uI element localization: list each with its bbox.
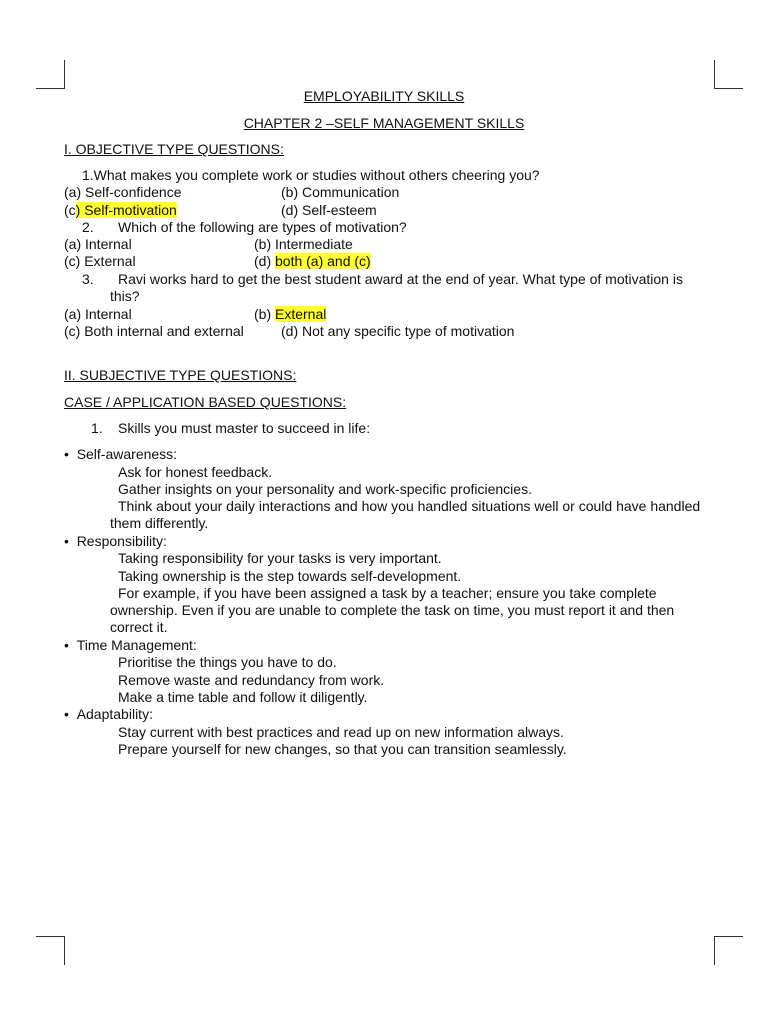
self-awareness-line: them differently. — [110, 515, 209, 531]
q3-option-b: (b) External — [254, 306, 327, 322]
section-heading-objective: I. OBJECTIVE TYPE QUESTIONS: — [64, 141, 284, 157]
q3-question-line2: this? — [110, 288, 140, 304]
q2-question: Which of the following are types of motivation? — [118, 219, 407, 235]
q3-number: 3. — [82, 271, 94, 287]
adaptability-line: Stay current with best practices and read up on new information always. — [118, 724, 564, 740]
responsibility-line: Taking ownership is the step towards self-development. — [118, 568, 462, 584]
crop-mark-top-right — [714, 60, 743, 89]
bullet-time-management: • Time Management: — [64, 637, 197, 653]
bullet-marker: • — [64, 533, 69, 549]
bullet-adaptability: • Adaptability: — [64, 706, 153, 722]
q2-option-b: (b) Intermediate — [254, 236, 353, 252]
q1-option-c: (c) Self-motivation — [64, 202, 177, 218]
time-management-line: Make a time table and follow it diligently. — [118, 689, 368, 705]
bullet-responsibility: • Responsibility: — [64, 533, 167, 549]
q1-subjective-number: 1. — [91, 420, 103, 436]
time-management-line: Remove waste and redundancy from work. — [118, 672, 385, 688]
q3-option-a: (a) Internal — [64, 306, 132, 322]
section-heading-subjective: II. SUBJECTIVE TYPE QUESTIONS: — [64, 367, 297, 383]
responsibility-line: For example, if you have been assigned a task by a teacher; ensure you take complete — [118, 585, 657, 601]
bullet-marker: • — [64, 446, 69, 462]
q2-number: 2. — [82, 219, 94, 235]
q3-option-d: (d) Not any specific type of motivation — [281, 323, 515, 339]
q2-option-d: (d) both (a) and (c) — [254, 253, 371, 269]
responsibility-line: ownership. Even if you are unable to complete the task on time, you must report it and then — [110, 602, 675, 618]
document-title: EMPLOYABILITY SKILLS — [303, 88, 465, 104]
adaptability-line: Prepare yourself for new changes, so that you can transition seamlessly. — [118, 741, 567, 757]
responsibility-line: correct it. — [110, 619, 168, 635]
crop-mark-top-left — [36, 60, 65, 89]
responsibility-line: Taking responsibility for your tasks is very important. — [118, 550, 442, 566]
self-awareness-line: Ask for honest feedback. — [118, 464, 273, 480]
q2-option-a: (a) Internal — [64, 236, 132, 252]
q1-question: 1.What makes you complete work or studies without others cheering you? — [82, 167, 540, 183]
section-subheading-case: CASE / APPLICATION BASED QUESTIONS: — [64, 394, 347, 410]
q1-option-a: (a) Self-confidence — [64, 184, 182, 200]
q3-question-line1: Ravi works hard to get the best student award at the end of year. What type of motivation is — [118, 271, 683, 287]
self-awareness-line: Think about your daily interactions and how you handled situations well or could have handled — [118, 498, 701, 514]
q1-option-b: (b) Communication — [281, 184, 400, 200]
q3-option-c: (c) Both internal and external — [64, 323, 244, 339]
q2-answer-highlight: both (a) and (c) — [275, 253, 371, 269]
q1-answer-highlight: ) Self-motivation — [75, 202, 177, 218]
bullet-self-awareness: • Self-awareness: — [64, 446, 178, 462]
q1-subjective-text: Skills you must master to succeed in life: — [118, 420, 371, 436]
q2-option-c: (c) External — [64, 253, 136, 269]
bullet-marker: • — [64, 706, 69, 722]
chapter-title: CHAPTER 2 –SELF MANAGEMENT SKILLS — [243, 115, 525, 131]
crop-mark-bottom-right — [714, 936, 743, 965]
crop-mark-bottom-left — [36, 936, 65, 965]
self-awareness-line: Gather insights on your personality and work-specific proficiencies. — [118, 481, 532, 497]
time-management-line: Prioritise the things you have to do. — [118, 654, 337, 670]
bullet-marker: • — [64, 637, 69, 653]
q3-answer-highlight: External — [275, 306, 327, 322]
q1-option-d: (d) Self-esteem — [281, 202, 377, 218]
